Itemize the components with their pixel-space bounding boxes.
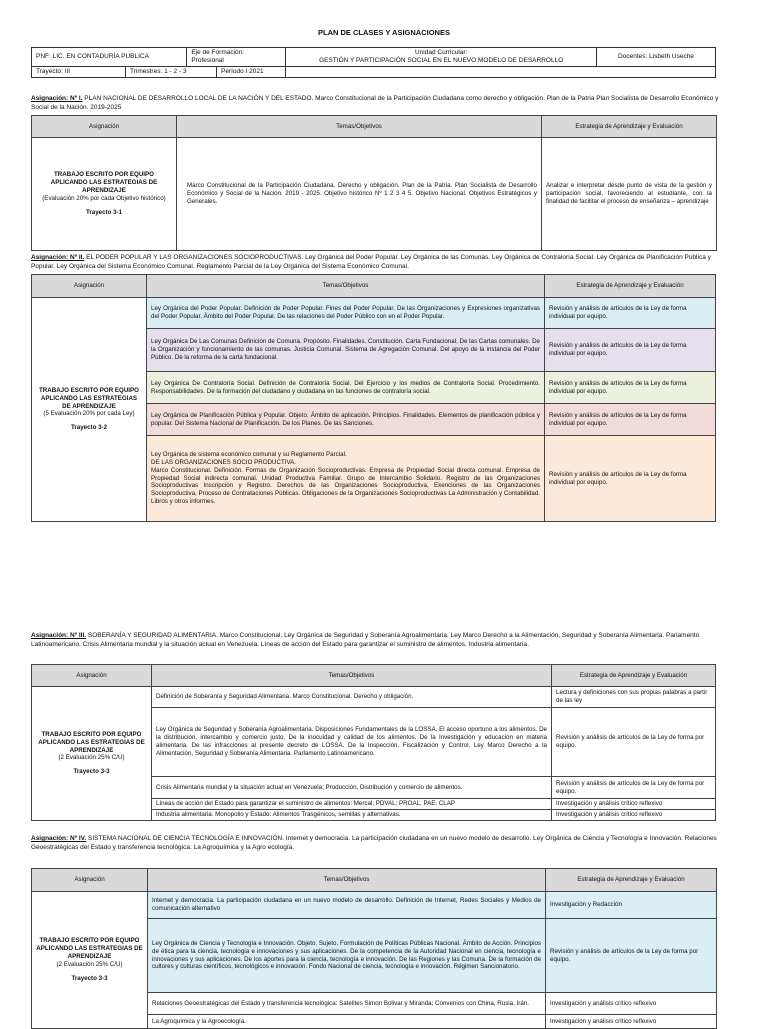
docentes-cell	[597, 48, 716, 67]
document-title: PLAN DE CLASES Y ASIGNACIONES	[318, 28, 450, 37]
estrategia-text: Revisión y análisis de artículos de la Ley de forma individual por equipo.	[549, 411, 687, 427]
tema-head: Ley Orgánica de sistema económico comunal y su Reglamento Parcial.	[151, 450, 347, 458]
col-temas: Temas/Objetivos	[177, 116, 542, 138]
section-1-label: Asignación: Nº I.	[31, 95, 83, 102]
section-2-heading: EL PODER POPULAR Y LAS ORGANIZACIONES SOCIOPRODUCTIVAS. Ley Orgánica del Poder Popular. Ley Orgánica de las Comunas. Ley Orgánica de Contraloría Social. Ley Orgánica de Planificación Pública y Popular. Ley Orgánica del Sistema Económico Comunal. Reglamento Parcial de la Ley Orgánica del Sistema Económico Comunal.	[31, 254, 711, 271]
tema-cell	[148, 1015, 546, 1029]
tema-cell	[147, 404, 545, 436]
trayecto-label: Trayecto 3-3	[71, 974, 108, 982]
section-4-heading: SISTEMA NACIONAL DE CIENCIA TECNOLOGÍA E INNOVACIÓN. Internet y democracia. La participación ciudadana en un nuevo modelo de desarrollo. Ley Orgánica de Ciencia y Tecnología e Innovación. Relaciones Geoestratégicas del Estado y transferencia tecnológica. La Agroquímica y la Agro ecología.	[31, 835, 717, 852]
col-asignacion: Asignación	[32, 869, 148, 892]
col-estrategia: Estrategia de Aprendizaje y Evaluación	[546, 869, 717, 892]
section-3-title	[31, 631, 721, 650]
tema-subhead: DE LAS ORGANIZACIONES SOCIO PRODUCTIVA.	[151, 458, 296, 466]
trayecto-label: Trayecto 3-2	[70, 424, 108, 432]
tema-text: Marco Constitucional de la Participación Ciudadana. Derecho y obligación. Plan de la Patria. Plan Socialista de Desarrollo Económico y Social de la Nación. 2019 - 2025. Objetivo histórico Nº 1 2 3 4 5. Objetivo Nacional. Objetivos Estratégicos y Generales.	[187, 182, 537, 205]
asignacion-cell	[32, 138, 177, 251]
section-3-heading: SOBERANÍA Y SEGURIDAD ALIMENTARIA. Marco Constitucional. Ley Orgánica de Seguridad y Soberanía Agroalimentaria. Ley Marco Derecho a la Alimentación, Seguridad y Soberanía Alimentaria. Parlamento Latinoamericano. Crisis Alimentaria mundial y la situación actual en Venezuela. Líneas de acción del Estado para garantizar el suministro de alimentos. Industria alimentaria.	[31, 632, 700, 649]
col-asignacion: Asignación	[32, 116, 177, 138]
tema-text: Líneas de acción del Estado para garantizar el suministro de alimentos: Mercal; PDVAL; PROAL; PAE. CLAP	[156, 800, 455, 808]
tema-cell	[148, 892, 546, 919]
section-2-table	[31, 274, 716, 522]
asignacion-text: TRABAJO ESCRITO POR EQUIPO APLICANDO LAS ESTRATEGIAS DE APRENDIZAJE	[36, 937, 143, 961]
tema-cell	[152, 777, 552, 799]
trimestres-cell	[126, 67, 286, 78]
tema-cell	[152, 799, 552, 810]
evaluacion-text: (2 Evaluación 25% C/U)	[58, 754, 125, 762]
estrategia-text: Investigación y análisis crítico reflexivo	[556, 811, 663, 819]
estrategia-cell	[552, 687, 716, 708]
tema-text: Relaciones Geoestratégicas del Estado y transferencia tecnológica: Satelites Simon Bolivar y Miranda; Convenios con China, Rusia, Irán.	[152, 999, 529, 1007]
tema-cell	[152, 810, 552, 821]
estrategia-cell	[552, 810, 716, 821]
estrategia-cell	[546, 892, 717, 919]
section-4-table	[31, 868, 717, 1029]
pnf-cell	[32, 48, 187, 67]
trayecto-label: Trayecto 3-1	[85, 208, 123, 216]
asignacion-text: TRABAJO ESCRITO POR EQUIPO APLICANDO LAS ESTRATEGIAS DE APRENDIZAJE	[50, 171, 158, 195]
estrategia-cell	[546, 993, 717, 1015]
docentes-text: Docentes: Lisbeth Useche	[618, 53, 694, 61]
estrategia-cell	[552, 799, 716, 810]
estrategia-text: Investigación y Redacción	[550, 901, 622, 909]
periodo-text: Período I 2021	[221, 68, 264, 76]
tema-text: La Agroquímica y la Agroecología.	[152, 1017, 246, 1025]
tema-cell	[147, 298, 545, 329]
col-asignacion: Asignación	[32, 665, 152, 687]
estrategia-cell	[552, 708, 716, 777]
estrategia-text: Revisión y análisis de artículos de la Ley de forma por equipo.	[550, 947, 699, 963]
asignacion-text: TRABAJO ESCRITO POR EQUIPO APLICANDO LAS ESTRATEGIAS DE APRENDIZAJE	[38, 730, 145, 754]
uc-cell	[286, 48, 597, 67]
estrategia-text: Revisión y análisis de artículos de la Ley de forma por equipo.	[556, 734, 705, 749]
tema-text: Definición de Soberanía y Seguridad Alimentaria. Marco Constitucional. Derecho y obligación.	[156, 693, 414, 701]
col-temas: Temas/Objetivos	[152, 665, 552, 687]
estrategia-text: Revisión y análisis de artículos de la Ley de forma individual por equipo.	[549, 379, 687, 395]
estrategia-cell	[546, 919, 717, 993]
section-1-table	[31, 115, 717, 251]
col-temas: Temas/Objetivos	[147, 275, 545, 298]
estrategia-text: Investigación y análisis crítico reflexivo	[550, 1017, 657, 1025]
col-estrategia: Estrategia de Aprendizaje y Evaluación	[542, 116, 717, 138]
tema-text: Marco Constitucional. Definición. Formas de Organización Socioproductivas. Empresa de Propiedad Social directa comunal. Empresa de Propiedad Social indirecta comunal. Unidad Productiva Familiar. Grupo de Intercambio Solidario. Registro de las Organizaciones Socioproductivas Inscripción y Registro. Derechos de las Organizaciones Socioproductiva, Exenciones de las Organizaciones Socioproductiva, Proceso de Contrataciones Públicas. Obligaciones de la Organizaciones Socioproductivas La Administración y Contabilidad. Libros y otros informes.	[151, 466, 540, 506]
estrategia-cell	[552, 777, 716, 799]
trayecto-cell	[32, 67, 126, 78]
tema-cell	[147, 436, 545, 522]
estrategia-text: Revisión y análisis de artículos de la Ley de forma individual por equipo.	[549, 342, 687, 357]
section-3-label: Asignación: Nº III.	[31, 632, 87, 639]
evaluacion-text: (2 Evaluación 25% C/U)	[56, 960, 123, 968]
estrategia-cell	[542, 138, 717, 251]
col-asignacion: Asignación	[32, 275, 147, 298]
eje-value: Profesional	[191, 57, 224, 65]
estrategia-text: Lectura y definiciones con sus propias palabras a partir de las ley	[556, 689, 708, 704]
tema-text: Ley Orgánica de Planificación Pública y Popular. Objeto. Ámbito de aplicación. Principios. Finalidades. Elementos de planificación pública y popular. Del Sistema Nacional de Planificación. De los Planes. De las Sanciones.	[151, 411, 540, 427]
tema-cell	[148, 919, 546, 993]
estrategia-cell	[545, 372, 716, 404]
tema-text: Ley Orgánica De Contraloría Social. Definición de Contraloría Social. Del Ejercicio y los medios de Contraloría Social. Procedimiento. Responsabilidades. De la formación del ciudadano y ciudadana en las funciones de contraloría social.	[151, 379, 540, 395]
col-estrategia: Estrategia de Aprendizaje y Evaluación	[545, 275, 716, 298]
estrategia-cell	[546, 1015, 717, 1029]
estrategia-cell	[545, 329, 716, 372]
trimestres-text: Trimestres: 1 - 2 - 3	[126, 67, 217, 77]
estrategia-text: Analizar e interpretar desde punto de vista de la gestión y participación social, favoreciendo al estudiante, con la finalidad de facilitar el proceso de enseñanza – aprendizaje	[546, 182, 712, 205]
eje-cell	[187, 48, 286, 67]
tema-cell	[152, 708, 552, 777]
estrategia-text: Revisión y análisis de artículos de la Ley de forma individual por equipo.	[549, 470, 687, 486]
uc-value: GESTIÓN Y PARTICIPACIÓN SOCIAL EN EL NUEVO MODELO DE DESARROLLO	[319, 57, 564, 65]
tema-cell	[147, 329, 545, 372]
estrategia-cell	[545, 436, 716, 522]
tema-cell	[148, 993, 546, 1015]
tema-text: Internet y democracia. La participación ciudadana en un nuevo modelo de desarrollo. Definición de Internet, Redes Sociales y Medios de comunicación alternativo	[152, 897, 541, 912]
asignacion-cell	[32, 687, 152, 821]
evaluacion-text: (5 Evaluación 20% por cada Ley)	[43, 410, 135, 418]
section-2-title	[31, 253, 731, 272]
trayecto-text: Trayecto: III	[36, 68, 71, 76]
tema-text: Ley Orgánica de Ciencia y Tecnología e Innovación. Objeto. Sujeto. Formulación de Políticas Públicas Nacional. Ámbito de Acción. Principios de ética para la ciencia, tecnología e innovaciones y sus aplicaciones. De la competencia de la Autoridad Nacional en ciencia, tecnología e innovaciones y sus aplicaciones. De los aportes para la ciencia, tecnología e innovación. De las Regiones y las Comuna. De la formación de cultores y culturas científicos, tecnológicos e innovación. Fondo Nacional de ciencia, tecnología e innovación. Régimen Sancionatorio.	[152, 939, 541, 971]
header-table	[31, 47, 716, 78]
tema-cell	[152, 687, 552, 708]
estrategia-text: Investigación y análisis crítico reflexivo	[556, 800, 663, 808]
asignacion-cell	[32, 298, 147, 522]
tema-text: Industria alimentaria: Monopolio y Estado: Alimentos Trasgénicos, semillas y alternativas.	[156, 811, 401, 819]
evaluacion-text: (Evaluación 20% por cada Objetivo histórico)	[42, 194, 166, 202]
section-4-label: Asignación: Nº IV.	[31, 835, 87, 842]
eje-label: Eje de Formación:	[191, 49, 245, 56]
estrategia-text: Investigación y análisis crítico reflexivo	[550, 999, 657, 1007]
estrategia-cell	[545, 298, 716, 329]
tema-text: Ley Orgánica del Poder Popular. Definición de Poder Popular. Fines del Poder Popular. De las Organizaciones y Expresiones organizativas del Poder Popular. Ámbito del Poder Popular. De las relaciones del Poder Público con en el Poder Popular.	[151, 305, 540, 320]
header-empty-cell	[286, 67, 716, 78]
tema-cell	[147, 372, 545, 404]
trayecto-label: Trayecto 3-3	[73, 768, 110, 776]
asignacion-cell	[32, 892, 148, 1029]
tema-text: Ley Orgánica De Las Comunas Definición de Comuna. Propósito. Finalidades. Constitución. Carta Fundacional. De las Cartas comunales. De la Organización y funcionamiento de las comunas. Justicia Comunal. Sistema de Agregación Comunal. Del apoyo de la instancia del Poder Público. De la reforma de la carta fundacional.	[151, 338, 540, 361]
section-3-table	[31, 664, 716, 821]
asignacion-text: TRABAJO ESCRITO POR EQUIPO APLICANDO LAS ESTRATEGIAS DE APRENDIZAJE	[39, 386, 139, 410]
section-2-label: Asignación: Nº II.	[31, 254, 85, 261]
section-1-title	[31, 94, 721, 113]
tema-text: Crisis Alimentaria mundial y la situación actual en Venezuela; Producción, Distribución y comercio de alimentos.	[156, 783, 463, 791]
estrategia-text: Revisión y análisis de artículos de la Ley de forma por equipo.	[556, 779, 705, 795]
pnf-text: PNF: LIC. EN CONTADURÍA PUBLICA	[36, 53, 149, 61]
tema-cell	[177, 138, 542, 251]
col-temas: Temas/Objetivos	[148, 869, 546, 892]
tema-text: Ley Orgánica de Seguridad y Soberanía Agroalimentaria. Disposiciones Fundamentales de la LOSSA. El acceso oportuno a los alimentos. De la distribución, intercambio y comercio justo. De la inocuidad y calidad de los alimentos. De la Investigación y educación en materia alimentaria. De las infracciones al presente decreto de LOSSA. De la Inspección, Fiscalización y Control. Ley Marco Derecho a la Alimentación, Seguridad y Soberanía Alimentaria. Parlamento Latinoamericano.	[156, 726, 547, 757]
uc-label: Unidad Curricular:	[414, 49, 468, 56]
section-4-title	[31, 834, 721, 853]
section-1-heading: PLAN NACIONAL DE DESARROLLO LOCAL DE LA NACIÓN Y DEL ESTADO. Marco Constitucional de la Participación Ciudadana como derecho y obligación. Plan de la Patria Plan Socialista de Desarrollo Económico y Social de la Nación. 2019-2025	[31, 95, 719, 112]
col-estrategia: Estrategia de Aprendizaje y Evaluación	[552, 665, 716, 687]
estrategia-cell	[545, 404, 716, 436]
estrategia-text: Revisión y análisis de artículos de la Ley de forma individual por equipo.	[549, 305, 687, 320]
